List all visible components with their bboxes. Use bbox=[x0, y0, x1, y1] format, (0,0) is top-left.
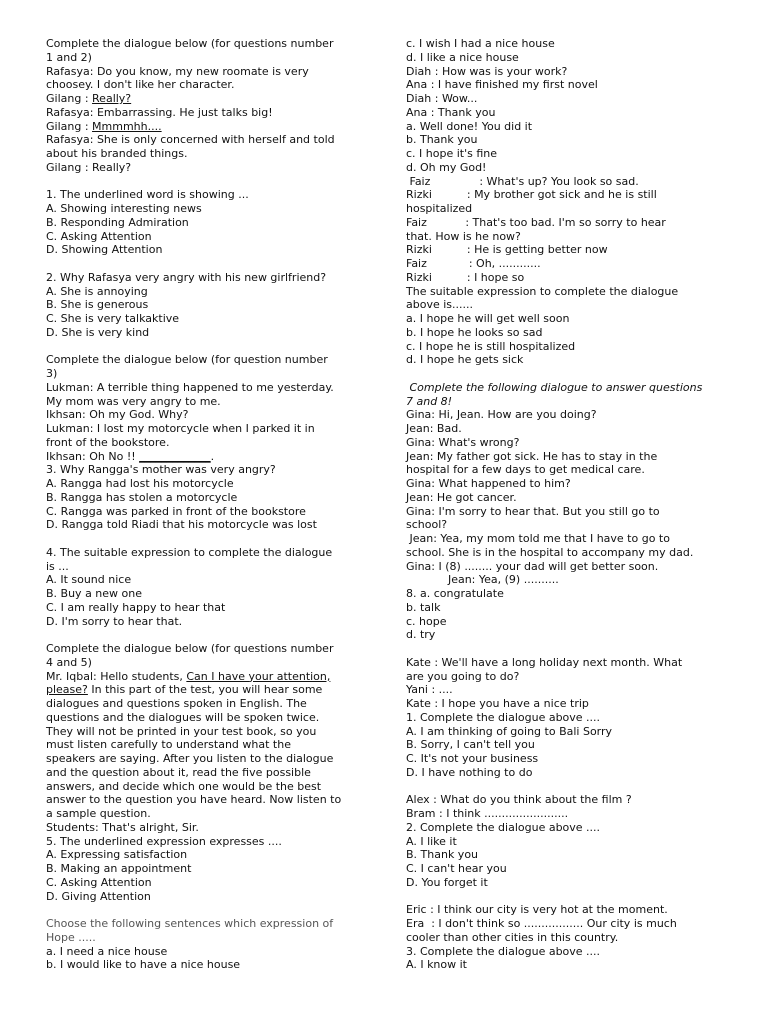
answer-option: B. Thank you bbox=[406, 848, 479, 862]
speaker-label: Gilang : bbox=[46, 92, 93, 105]
section-instruction: 7 and 8! bbox=[406, 394, 453, 408]
passage-line: My mom was very angry to me. bbox=[46, 394, 221, 408]
question-3 bbox=[46, 463, 364, 532]
question-text: is ... bbox=[46, 559, 69, 573]
passage-line: Rafasya: Do you know, my new roomate is very bbox=[46, 64, 309, 78]
answer-option: d. I hope he gets sick bbox=[406, 353, 524, 367]
answer-option: b. I hope he looks so sad bbox=[406, 325, 543, 339]
right-column bbox=[406, 37, 724, 972]
answer-option: b. talk bbox=[406, 600, 441, 614]
dialogue-line: Gina: What happened to him? bbox=[406, 477, 571, 490]
eric-dialogue bbox=[406, 903, 724, 972]
answer-option: C. I am really happy to hear that bbox=[46, 600, 226, 614]
answer-option: d. Oh my God! bbox=[406, 160, 487, 174]
answer-option: C. I can't hear you bbox=[406, 862, 507, 875]
answer-option: C. She is very talkaktive bbox=[46, 312, 180, 325]
question-2 bbox=[46, 271, 364, 340]
dialogue-line: Rizki : My brother got sick and he is still bbox=[406, 188, 657, 202]
passage-line: Complete the dialogue below (for questions number bbox=[46, 37, 334, 50]
answer-option: B. Sorry, I can't tell you bbox=[406, 738, 535, 752]
dialogue-line: Jean: He got cancer. bbox=[406, 490, 517, 504]
passage-line: a sample question. bbox=[46, 807, 151, 820]
speaker-text: In this part of the test, you will hear some bbox=[87, 683, 323, 697]
question-text: 2. Complete the dialogue above .... bbox=[406, 820, 601, 834]
passage-line: and the question about it, read the five possible bbox=[46, 765, 311, 779]
hope-question bbox=[46, 917, 364, 972]
answer-option: C. It's not your business bbox=[406, 752, 539, 765]
dialogue-line: Faiz : What's up? You look so sad. bbox=[406, 174, 639, 188]
passage-line: They will not be printed in your test book, so you bbox=[46, 724, 317, 738]
punctuation: . bbox=[210, 449, 215, 463]
dialogue-line: Ana : Thank you bbox=[406, 105, 496, 119]
dialogue-line: Jean: Yea, (9) .......... bbox=[406, 573, 559, 587]
passage-line: about his branded things. bbox=[46, 147, 188, 160]
passage-line: Gilang : Really? bbox=[46, 160, 132, 174]
passage-line bbox=[46, 670, 364, 684]
answer-option: A. I am thinking of going to Bali Sorry bbox=[406, 724, 613, 738]
passage-line: Rafasya: Embarrassing. He just talks big! bbox=[46, 105, 273, 119]
alex-dialogue bbox=[406, 793, 724, 889]
answer-option: c. I hope it's fine bbox=[406, 147, 498, 160]
underlined-expression: Can I have your attention, bbox=[186, 669, 331, 683]
dialogue-line: Eric : I think our city is very hot at the moment. bbox=[406, 903, 668, 917]
underlined-expression: Mmmmhh.... bbox=[92, 119, 162, 133]
answer-option: a. Well done! You did it bbox=[406, 119, 533, 133]
dialogue-line: Faiz : Oh, ............ bbox=[406, 257, 541, 270]
question-text: 5. The underlined expression expresses .... bbox=[46, 834, 282, 848]
dialogue-line: Gina: Hi, Jean. How are you doing? bbox=[406, 408, 597, 422]
answer-option: a. I need a nice house bbox=[46, 944, 168, 958]
passage-line: Lukman: A terrible thing happened to me yesterday. bbox=[46, 380, 334, 394]
passage-line: Complete the dialogue below (for question number bbox=[46, 353, 328, 367]
dialogue-line: Gina: I'm sorry to hear that. But you still go to bbox=[406, 504, 660, 518]
dialogue-line: Gina: What's wrong? bbox=[406, 435, 520, 449]
answer-option: D. She is very kind bbox=[46, 325, 150, 339]
answer-option: d. try bbox=[406, 628, 436, 642]
dialogue-line: Era : I don't think so ................. Our city is much bbox=[406, 917, 677, 930]
answer-option: C. Rangga was parked in front of the bookstore bbox=[46, 504, 306, 518]
dialogue-line: hospital for a few days to get medical care. bbox=[406, 463, 645, 477]
passage-line: answer to the question you have heard. Now listen to bbox=[46, 793, 342, 807]
answer-option: A. She is annoying bbox=[46, 284, 148, 298]
passage-1 bbox=[46, 37, 364, 175]
passage-line: Rafasya: She is only concerned with herself and told bbox=[46, 133, 335, 147]
answer-option: D. Rangga told Riadi that his motorcycle was lost bbox=[46, 518, 317, 532]
dialogue-line: Kate : We'll have a long holiday next month. What bbox=[406, 655, 683, 669]
passage-line: dialogues and questions spoken in English. The bbox=[46, 697, 307, 710]
dialogue-line: are you going to do? bbox=[406, 669, 520, 683]
question-text: Hope ..... bbox=[46, 930, 96, 944]
left-column bbox=[46, 37, 364, 972]
answer-option: c. I wish I had a nice house bbox=[406, 37, 555, 50]
hope-question-continued bbox=[406, 37, 724, 175]
passage-line: must listen carefully to understand what the bbox=[46, 738, 291, 752]
dialogue-line: cooler than other cities in this country. bbox=[406, 930, 619, 944]
question-text: Choose the following sentences which expression of bbox=[46, 917, 334, 930]
underlined-expression: please? bbox=[46, 683, 88, 697]
question-text: 2. Why Rafasya very angry with his new girlfriend? bbox=[46, 270, 327, 284]
faiz-dialogue bbox=[406, 175, 724, 368]
passage-line bbox=[46, 120, 364, 134]
gina-dialogue bbox=[406, 381, 724, 642]
dialogue-line: Kate : I hope you have a nice trip bbox=[406, 697, 589, 710]
answer-option: b. Thank you bbox=[406, 133, 478, 147]
answer-option: B. Making an appointment bbox=[46, 862, 192, 875]
passage-line: questions and the dialogues will be spoken twice. bbox=[46, 710, 320, 724]
passage-line bbox=[46, 92, 364, 106]
question-5 bbox=[46, 835, 364, 904]
passage-line: Lukman: I lost my motorcycle when I parked it in bbox=[46, 422, 315, 435]
speaker-text: Ikhsan: Oh No !! bbox=[46, 449, 140, 463]
answer-option: D. Showing Attention bbox=[46, 243, 163, 257]
passage-line: 4 and 5) bbox=[46, 655, 92, 669]
blank-line: _____________ bbox=[139, 449, 211, 463]
dialogue-line: Yani : .... bbox=[406, 683, 453, 697]
answer-option: c. hope bbox=[406, 614, 447, 628]
dialogue-line: Rizki : I hope so bbox=[406, 270, 525, 284]
answer-option: C. Asking Attention bbox=[46, 875, 152, 889]
passage-3 bbox=[46, 642, 364, 835]
dialogue-line: Alex : What do you think about the film ? bbox=[406, 793, 632, 807]
answer-option: a. I hope he will get well soon bbox=[406, 312, 570, 325]
answer-option: D. I have nothing to do bbox=[406, 765, 533, 779]
answer-option: A. Expressing satisfaction bbox=[46, 848, 188, 862]
question-text: above is...... bbox=[406, 298, 473, 312]
dialogue-line: Diah : Wow... bbox=[406, 92, 478, 105]
question-text: 3. Why Rangga's mother was very angry? bbox=[46, 463, 276, 477]
dialogue-line: hospitalized bbox=[406, 202, 473, 215]
dialogue-line: Faiz : That's too bad. I'm so sorry to hear bbox=[406, 215, 666, 229]
answer-option: A. I know it bbox=[406, 958, 467, 972]
dialogue-line: Rizki : He is getting better now bbox=[406, 243, 608, 257]
passage-line: Complete the dialogue below (for questions number bbox=[46, 642, 334, 655]
passage-line bbox=[46, 683, 364, 697]
question-1 bbox=[46, 188, 364, 257]
passage-2 bbox=[46, 353, 364, 463]
question-text: 3. Complete the dialogue above .... bbox=[406, 944, 601, 958]
question-text: The suitable expression to complete the dialogue bbox=[406, 284, 679, 298]
answer-option: A. Showing interesting news bbox=[46, 202, 202, 215]
answer-option: B. She is generous bbox=[46, 298, 149, 312]
passage-line: 3) bbox=[46, 367, 58, 380]
dialogue-line: Jean: Bad. bbox=[406, 422, 462, 435]
dialogue-line: that. How is he now? bbox=[406, 229, 521, 243]
dialogue-line: school? bbox=[406, 518, 448, 532]
answer-option: A. Rangga had lost his motorcycle bbox=[46, 477, 234, 490]
answer-option: D. You forget it bbox=[406, 875, 488, 889]
passage-line: answers, and decide which one would be the best bbox=[46, 779, 322, 793]
question-text: 1. Complete the dialogue above .... bbox=[406, 710, 601, 724]
passage-line: Students: That's alright, Sir. bbox=[46, 820, 199, 834]
answer-option: A. It sound nice bbox=[46, 573, 132, 587]
answer-option: c. I hope he is still hospitalized bbox=[406, 339, 576, 353]
passage-line: choosey. I don't like her character. bbox=[46, 78, 235, 92]
dialogue-line: Gina: I (8) ........ your dad will get better soon. bbox=[406, 559, 659, 573]
dialogue-line: Diah : How was is your work? bbox=[406, 64, 568, 78]
answer-option: B. Rangga has stolen a motorcycle bbox=[46, 490, 238, 504]
question-text: 1. The underlined word is showing ... bbox=[46, 188, 249, 202]
answer-option: d. I like a nice house bbox=[406, 50, 519, 64]
answer-option: D. I'm sorry to hear that. bbox=[46, 614, 183, 628]
speaker-label: Gilang : bbox=[46, 119, 93, 133]
answer-option: b. I would like to have a nice house bbox=[46, 958, 241, 972]
question-4 bbox=[46, 546, 364, 629]
answer-option: C. Asking Attention bbox=[46, 229, 152, 243]
dialogue-line: Ana : I have finished my first novel bbox=[406, 78, 598, 92]
speaker-text: Mr. Iqbal: Hello students, bbox=[46, 669, 187, 683]
kate-dialogue bbox=[406, 656, 724, 780]
answer-option: B. Buy a new one bbox=[46, 587, 143, 600]
dialogue-line: school. She is in the hospital to accompany my dad. bbox=[406, 545, 694, 559]
passage-line: 1 and 2) bbox=[46, 50, 92, 64]
answer-option: 8. a. congratulate bbox=[406, 587, 504, 600]
answer-option: D. Giving Attention bbox=[46, 889, 151, 903]
passage-line: front of the bookstore. bbox=[46, 435, 170, 449]
passage-line bbox=[46, 450, 364, 464]
passage-line: speakers are saying. After you listen to the dialogue bbox=[46, 752, 334, 765]
dialogue-line: Bram : I think ........................ bbox=[406, 807, 569, 820]
passage-line: Ikhsan: Oh my God. Why? bbox=[46, 408, 189, 422]
underlined-expression: Really? bbox=[92, 92, 132, 105]
dialogue-line: Jean: My father got sick. He has to stay in the bbox=[406, 449, 658, 463]
answer-option: A. I like it bbox=[406, 834, 457, 848]
question-text: 4. The suitable expression to complete the dialogue bbox=[46, 545, 333, 559]
answer-option: B. Responding Admiration bbox=[46, 215, 189, 229]
section-instruction: Complete the following dialogue to answer questions bbox=[406, 380, 703, 394]
dialogue-line: Jean: Yea, my mom told me that I have to go to bbox=[406, 532, 670, 545]
